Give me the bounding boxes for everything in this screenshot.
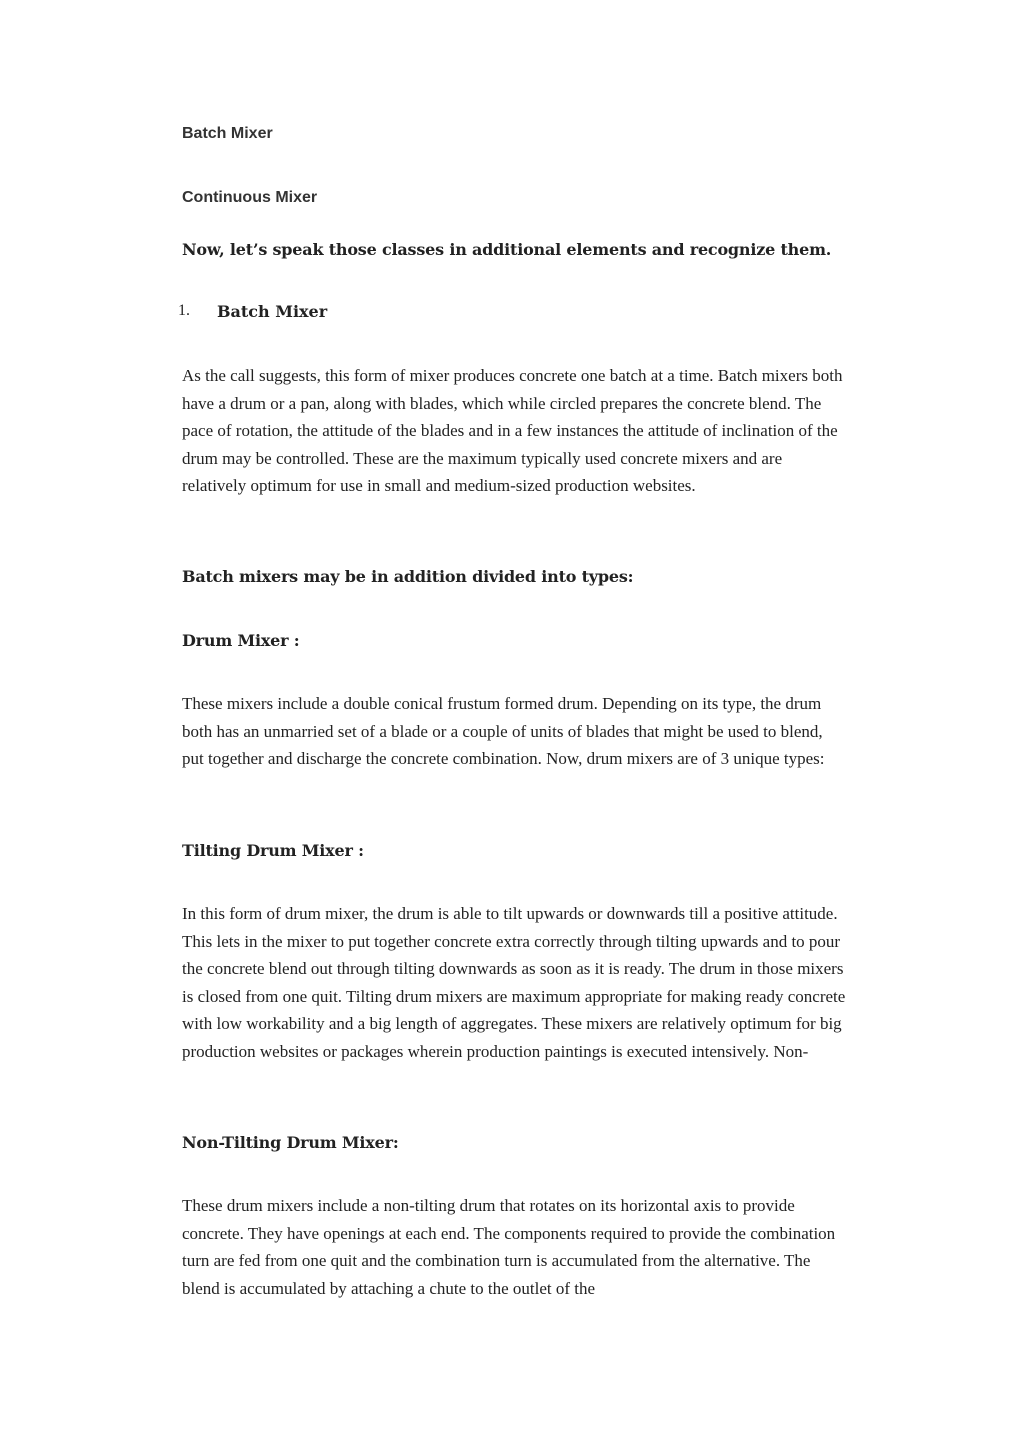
intro-heading: Now, let’s speak those classes in additional elements and recognize them. — [182, 240, 832, 259]
drum-mixer-heading: Drum Mixer : — [182, 631, 300, 650]
tilting-drum-description: In this form of drum mixer, the drum is able to tilt upwards or downwards till a positive attitude. This lets in the mixer to put together concrete extra correctly through tilting upwards and to pour the concrete blend out through tilting downwards as soon as it is ready. The drum in those mixers is closed from one quit. Tilting drum mixers are maximum appropriate for making ready concrete with low workability and a big length of aggregates. These mixers are relatively optimum for big production websites or packages wherein production paintings is executed intensively. Non- — [182, 904, 846, 1061]
non-tilting-drum-description: These drum mixers include a non-tilting drum that rotates on its horizontal axis to provide concrete. They have openings at each end. The components required to provide the combination turn are fed from one quit and the combination turn is accumulated from the alternative. The blend is accumulated by attaching a chute to the outlet of the — [182, 1196, 836, 1298]
types-heading: Batch mixers may be in addition divided into types: — [182, 567, 634, 586]
heading-batch-mixer: Batch Mixer — [182, 125, 273, 142]
heading-continuous-mixer: Continuous Mixer — [182, 189, 318, 206]
tilting-drum-heading: Tilting Drum Mixer : — [182, 841, 364, 860]
drum-mixer-description: These mixers include a double conical frustum formed drum. Depending on its type, the drum both has an unmarried set of a blade or a couple of units of blades that might be used to blend, put together and discharge the concrete combination. Now, drum mixers are of 3 unique types: — [182, 694, 825, 768]
list-item-label: Batch Mixer — [217, 302, 328, 321]
list-item — [178, 302, 482, 324]
batch-mixer-description: As the call suggests, this form of mixer produces concrete one batch at a time. Batch mixers both have a drum or a pan, along with blades, which while circled prepares the concrete blend. The pace of rotation, the attitude of the blades and in a few instances the attitude of inclination of the drum may be controlled. These are the maximum typically used concrete mixers and are relatively optimum for use in small and medium-sized production websites. — [182, 366, 843, 495]
non-tilting-drum-heading: Non-Tilting Drum Mixer: — [182, 1133, 399, 1152]
list-item-number: 1. — [178, 302, 190, 319]
